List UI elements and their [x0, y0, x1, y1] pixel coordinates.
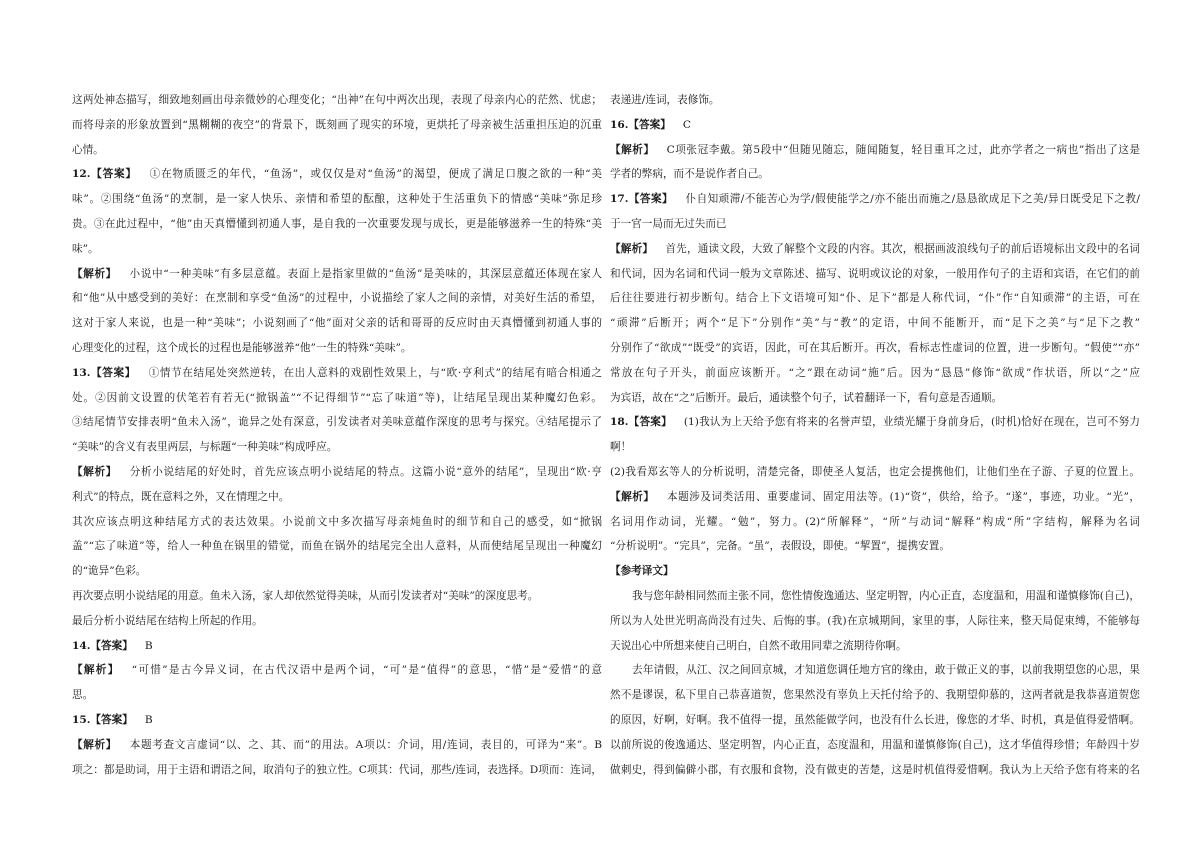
- text-line: [72, 336, 602, 361]
- text-line: [610, 485, 1140, 510]
- line-text: 以前所说的俊逸通达、坚定明智，内心正直，态度温和，用温和谨慎修饰(自己)，这才华值得珍惜；年龄四十岁: [610, 738, 1140, 751]
- text-line: [72, 113, 602, 138]
- answer-tag: 【解析】: [610, 143, 655, 156]
- line-text: 天说出心中所想来使自己明白，自然不敢用同辈之流期待你啊。: [610, 639, 907, 652]
- text-line: [610, 609, 1140, 634]
- text-line: [72, 88, 602, 113]
- text-line: [610, 138, 1140, 163]
- answer-tag: 【解析】: [72, 267, 117, 280]
- answer-tag: 18.【答案】: [610, 416, 672, 429]
- text-line: [72, 559, 602, 584]
- line-text: 表递进/连词，表修饰。: [610, 94, 720, 106]
- answer-tag: 14.【答案】: [72, 639, 133, 652]
- text-line: [610, 733, 1140, 758]
- text-line: [72, 262, 602, 287]
- text-line: [610, 510, 1140, 535]
- line-text: 常放在句子开头，前面应该断开。“之”跟在动词“施”后。因为“恳恳”修饰“欲成”作状语，所以“之”应: [610, 366, 1140, 379]
- line-text: 所以为人处世光明高尚没有过失、后悔的事。(我)在京城期间，家里的事，人际往来，整天局促束缚，不能够每: [610, 614, 1140, 627]
- text-line: [610, 435, 1140, 460]
- line-text: 项之：都是助词，用于主语和谓语之间，取消句子的独立性。C项其：代词，那些/连词，表选择。D项而：连词，: [72, 763, 602, 776]
- answer-tag: 【解析】: [610, 490, 655, 503]
- line-text: “可惜”是古今异义词，在古代汉语中是两个词，“可”是“值得”的意思，“惜”是“爱惜”的意: [131, 664, 602, 677]
- line-text: 本题考查文言虚词“以、之、其、而”的用法。A项以：介词，用/连词，表目的，可译为“来”。B: [129, 738, 602, 751]
- answer-tag: 【解析】: [72, 738, 118, 751]
- line-text: 味”。②围绕“鱼汤”的烹制，是一家人快乐、亲情和希望的酝酿，这种处于生活重负下的情感“美味”弥足珍: [72, 193, 602, 206]
- line-text: C: [682, 118, 691, 131]
- text-line: [610, 286, 1140, 311]
- answer-tag: 15.【答案】: [72, 713, 133, 726]
- line-text: 然不是谬误，私下里自己恭喜道贺，您果然没有辜负上天托付给予的、我期望仰慕的，这两者就是我恭喜道贺您: [610, 689, 1140, 702]
- text-line: [610, 162, 1140, 187]
- line-text: 最后分析小说结尾在结构上所起的作用。: [72, 614, 263, 627]
- line-text: 仆自知顽滞/不能苦心为学/假使能学之/亦不能出而施之/恳恳欲成足下之美/异日既受足下之教/: [685, 193, 1140, 206]
- text-line: [72, 683, 602, 708]
- answer-tag: 16.【答案】: [610, 118, 671, 131]
- text-line: [610, 212, 1140, 237]
- line-text: 再次要点明小说结尾的用意。鱼未入汤，家人却依然觉得美味，从而引发读者对“美味”的深度思考。: [72, 589, 539, 602]
- text-line: [72, 758, 602, 783]
- text-line: [72, 286, 602, 311]
- answer-tag: 【解析】: [72, 465, 118, 478]
- line-text: 于一官一局而无过失而已: [610, 217, 727, 230]
- text-line: [610, 634, 1140, 659]
- text-line: [72, 584, 602, 609]
- text-line: [72, 708, 602, 733]
- text-line: [610, 113, 1140, 138]
- line-text: 后往往要进行初步断句。结合上下文语境可知“仆、足下”都是人称代词，“仆”作“自知顽滞”的主语，可在: [610, 292, 1140, 305]
- text-line: [72, 658, 602, 683]
- text-line: [72, 410, 602, 435]
- line-text: 这对于家人来说，也是一种“美味”；小说刻画了“他”面对父亲的话和哥哥的反应时由天真懵懂到初通人事的: [72, 317, 602, 330]
- text-line: [610, 534, 1140, 559]
- text-line: [610, 708, 1140, 733]
- line-text: C项张冠李戴。第5段中“但随见随忘，随闻随复，轻目重耳之过，此亦学者之一病也”指出了这是: [666, 143, 1140, 156]
- text-line: [72, 510, 602, 535]
- line-text: 学者的弊病，而不是说作者自己。: [610, 168, 769, 181]
- text-line: [610, 187, 1140, 212]
- text-line: [72, 609, 602, 634]
- line-text: “美味”的含义有表里两层，与标题“一种美味”构成呼应。: [72, 441, 338, 454]
- text-line: [610, 758, 1140, 783]
- line-text: ①在物质匮乏的年代，“鱼汤”，或仅仅是对“鱼汤”的渴望，便成了满足口腹之欲的一种“美: [148, 168, 602, 181]
- text-line: [610, 559, 1140, 584]
- text-line: [72, 460, 602, 485]
- text-line: [610, 262, 1140, 287]
- text-line: [72, 485, 602, 510]
- line-text: 分析小说结尾的好处时，首先应该点明小说结尾的特点。这篇小说“意外的结尾”，呈现出“欧·亨: [129, 465, 602, 478]
- text-line: [610, 658, 1140, 683]
- text-line: [72, 733, 602, 758]
- text-line: [72, 311, 602, 336]
- line-text: (2)我看郑玄等人的分析说明，清楚完备，即使圣人复活，也定会提携他们，让他们坐在子游、子夏的位置上。: [610, 465, 1140, 478]
- line-text: 分别作了“欲成”“既受”的宾语，因此，可在其后断开。再次，看标志性虚词的位置，进一步断句。“假使”“亦”: [610, 341, 1140, 354]
- text-line: [72, 237, 602, 262]
- line-text: 去年请假，从江、汉之间回京城，才知道您调任地方官的缘由，敢于做正义的事，以前我期望您的心思，果: [632, 664, 1140, 677]
- text-line: [610, 683, 1140, 708]
- line-text: 心理变化的过程，这个成长的过程也是能够滋养“他”一生的特殊“美味”。: [72, 341, 412, 354]
- line-text: 味”。: [72, 242, 99, 255]
- text-line: [72, 138, 602, 163]
- answer-tag: 【解析】: [610, 242, 654, 255]
- text-line: [610, 336, 1140, 361]
- line-text: 小说中“一种美味”有多层意蕴。表面上是指家里做的“鱼汤”是美味的，其深层意蕴还体现在家人: [128, 267, 602, 280]
- line-text: 利式”的特点，既在意料之外，又在情理之中。: [72, 490, 290, 503]
- line-text: 我与您年龄相同然而主张不同，您性情俊逸通达、坚定明智，内心正直，态度温和，用温和谨慎修饰(自己)，: [632, 589, 1140, 602]
- line-text: “顽滞”后断开；两个“足下”分别作“美”与“教”的定语，中间不能断开，而“足下之美”与“足下之教”: [610, 317, 1140, 330]
- text-line: [72, 386, 602, 411]
- line-text: 的“诡异”色彩。: [72, 565, 147, 578]
- line-text: ①情节在结尾处突然逆转，在出人意料的戏剧性效果上，与“欧·亨利式”的结尾有暗合相通之: [147, 366, 602, 379]
- line-text: 思。: [72, 689, 94, 702]
- line-text: 首先，通读文段，大致了解整个文段的内容。其次，根据画波浪线句子的前后语境标出文段中的名词: [665, 242, 1140, 255]
- line-text: 处。②因前文设置的伏笔若有若无(“掀锅盖”“不记得细节”“忘了味道”等)，让结尾呈现出某种魔幻色彩。: [72, 391, 602, 404]
- text-line: [72, 435, 602, 460]
- text-line: [610, 361, 1140, 386]
- text-line: [610, 410, 1140, 435]
- line-text: (1)我认为上天给予您有将来的名誉声望，业绩光耀于身前身后，(时机)恰好在现在，岂可不努力: [683, 416, 1140, 429]
- left-column: [72, 88, 602, 782]
- text-line: [610, 311, 1140, 336]
- line-text: 做刺史，得到偏僻小郡，有衣服和食物，没有做吏的苦楚，这是时机值得爱惜啊。我认为上天给予您有将来的名: [610, 763, 1140, 776]
- line-text: 而将母亲的形象放置到“黑糊糊的夜空”的背景下，既刻画了现实的环境，更烘托了母亲被生活重担压迫的沉重: [72, 118, 602, 131]
- line-text: “分析说明”。“完具”，完备。“虽”，表假设，即使。“挈置”，提携安置。: [610, 540, 950, 553]
- line-text: 盖”“忘了味道”等，给人一种鱼在锅里的错觉，而鱼在锅外的结尾完全出人意料，从而使结尾呈现出一种魔幻: [72, 540, 602, 553]
- line-text: 心情。: [72, 143, 104, 156]
- line-text: 名词用作动词，光耀。“勉”，努力。(2)“所解释”，“所”与动词“解释”构成“所”字结构，解释为名词: [610, 515, 1140, 528]
- text-line: [72, 361, 602, 386]
- answer-tag: 13.【答案】: [72, 366, 136, 379]
- text-line: [610, 237, 1140, 262]
- answer-tag: 【解析】: [72, 664, 120, 677]
- text-line: [610, 88, 1140, 113]
- text-line: [72, 162, 602, 187]
- line-text: B: [144, 713, 153, 726]
- line-text: 为宾语，故在“之”后断开。最后，通读整个句子，试着翻译一下，看句意是否通顺。: [610, 391, 1003, 404]
- answer-tag: 12.【答案】: [72, 168, 137, 181]
- line-text: 贵。③在此过程中，“他”由天真懵懂到初通人事，是自我的一次重要发现与成长，更是能够滋养一生的特殊“美: [72, 217, 602, 230]
- text-line: [72, 212, 602, 237]
- text-line: [610, 460, 1140, 485]
- answer-tag: 17.【答案】: [610, 193, 674, 206]
- answer-tag: 【参考译文】: [610, 565, 674, 578]
- line-text: 和“他”从中感受到的美好：在烹制和享受“鱼汤”的过程中，小说描绘了家人之间的亲情，对美好生活的希望，: [72, 292, 602, 305]
- line-text: 其次应该点明这种结尾方式的表达效果。小说前文中多次描写母亲炖鱼时的细节和自己的感受，如“掀锅: [72, 515, 602, 528]
- line-text: 本题涉及词类活用、重要虚词、固定用法等。(1)“资”，供给，给予。“遂”，事迹，功业。“光”，: [666, 490, 1140, 503]
- line-text: 啊！: [610, 441, 632, 454]
- line-text: 这两处神态描写，细致地刻画出母亲微妙的心理变化；“出神”在句中两次出现，表现了母亲内心的茫然、忧虑；: [72, 94, 602, 106]
- line-text: 的原因，好啊，好啊。我不值得一提，虽然能做学问，也没有什么长进，像您的才华、时机，真是值得爱惜啊。: [610, 713, 1140, 726]
- text-line: [72, 187, 602, 212]
- line-text: 和代词，因为名词和代词一般为文章陈述、描写、说明或议论的对象，一般用作句子的主语和宾语，在它们的前: [610, 267, 1140, 280]
- text-line: [610, 584, 1140, 609]
- text-line: [72, 634, 602, 659]
- text-line: [72, 534, 602, 559]
- right-column: [610, 88, 1140, 782]
- line-text: B: [144, 639, 153, 652]
- text-line: [610, 386, 1140, 411]
- line-text: ③结尾情节安排表明“鱼未入汤”，诡异之处有深意，引发读者对美味意蕴作深度的思考与探究。④结尾提示了: [72, 416, 602, 429]
